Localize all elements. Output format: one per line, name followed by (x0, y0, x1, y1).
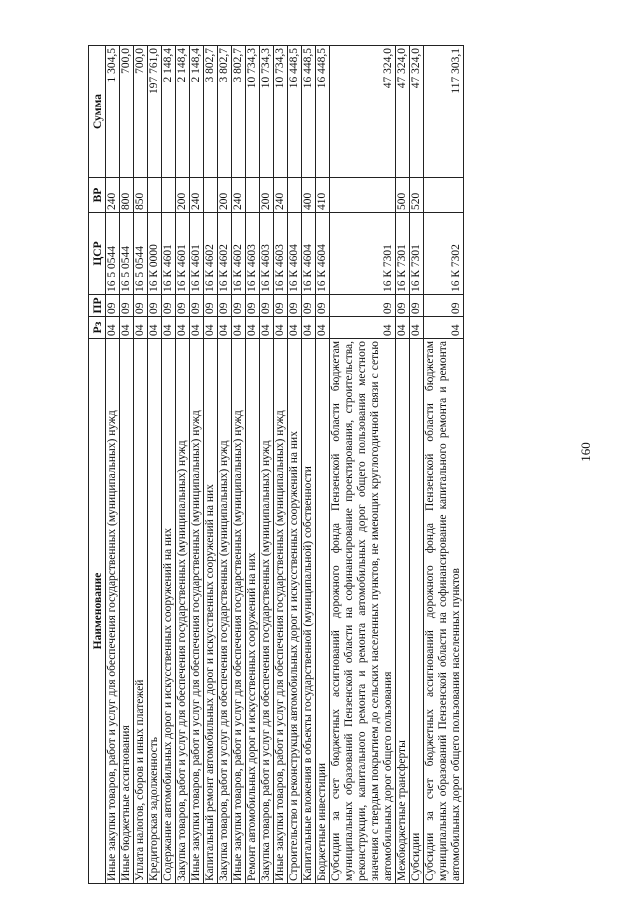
cell-csr: 16 5 0544 (134, 213, 148, 295)
cell-name: Иные бюджетные ассигнования (120, 339, 134, 884)
cell-sum: 3 802,7 (232, 46, 246, 178)
header-name: Наименование (89, 339, 106, 884)
cell-sum: 10 734,3 (246, 46, 260, 178)
cell-name: Строительство и реконструкция автомобильных дорог и искусственных сооружений на них (288, 339, 302, 884)
table-row (232, 46, 246, 884)
cell-rz: 04 (120, 317, 134, 339)
cell-csr: 16 5 0544 (120, 213, 134, 295)
table-row (274, 46, 288, 884)
cell-csr: 16 К 4604 (288, 213, 302, 295)
cell-csr: 16 К 4601 (176, 213, 190, 295)
cell-csr: 16 5 0544 (106, 213, 120, 295)
cell-name: Закупка товаров, работ и услуг для обеспечения государственных (муниципальных) нужд (218, 339, 232, 884)
cell-pr: 09 (232, 295, 246, 317)
cell-name: Закупка товаров, работ и услуг для обеспечения государственных (муниципальных) нужд (176, 339, 190, 884)
cell-vr: 200 (260, 178, 274, 213)
cell-csr: 16 К 4603 (260, 213, 274, 295)
cell-pr: 09 (218, 295, 232, 317)
table-row (330, 46, 396, 884)
cell-vr: 800 (120, 178, 134, 213)
cell-sum: 1 304,5 (106, 46, 120, 178)
cell-pr: 09 (148, 295, 162, 317)
cell-sum: 3 802,7 (218, 46, 232, 178)
cell-pr: 09 (106, 295, 120, 317)
header-vr: ВР (89, 178, 106, 213)
table-row (316, 46, 330, 884)
cell-vr: 850 (134, 178, 148, 213)
cell-vr: 240 (106, 178, 120, 213)
table-row (148, 46, 162, 884)
cell-rz: 04 (396, 317, 410, 339)
cell-rz: 04 (204, 317, 218, 339)
cell-sum: 117 303,1 (424, 46, 464, 178)
table-row (410, 46, 424, 884)
table-row (134, 46, 148, 884)
table-row (424, 46, 464, 884)
cell-name: Капитальные вложения в объекты государственной (муниципальной) собственности (302, 339, 316, 884)
cell-rz: 04 (218, 317, 232, 339)
cell-pr: 09 (316, 295, 330, 317)
cell-vr (246, 178, 260, 213)
cell-pr: 09 (260, 295, 274, 317)
cell-pr: 09 (120, 295, 134, 317)
rotated-table-container (88, 46, 584, 884)
cell-csr: 16 К 4601 (190, 213, 204, 295)
table-row (302, 46, 316, 884)
cell-rz: 04 (302, 317, 316, 339)
cell-pr: 09 (302, 295, 316, 317)
cell-csr: 16 К 7301 (330, 213, 396, 295)
cell-sum: 47 324,0 (330, 46, 396, 178)
cell-vr: 410 (316, 178, 330, 213)
cell-pr: 09 (162, 295, 176, 317)
table-row (218, 46, 232, 884)
cell-csr: 16 К 4604 (302, 213, 316, 295)
cell-rz: 04 (274, 317, 288, 339)
cell-csr: 16 К 4603 (274, 213, 288, 295)
cell-csr: 16 К 4602 (204, 213, 218, 295)
cell-name: Межбюджетные трансферты (396, 339, 410, 884)
cell-name: Кредиторская задолженность (148, 339, 162, 884)
cell-sum: 47 324,0 (396, 46, 410, 178)
page-number: 160 (578, 442, 593, 462)
table-row (288, 46, 302, 884)
cell-name: Иные закупки товаров, работ и услуг для обеспечения государственных (муниципальных) нужд (106, 339, 120, 884)
header-sum: Сумма (89, 46, 106, 178)
cell-vr: 520 (410, 178, 424, 213)
cell-pr: 09 (424, 295, 464, 317)
cell-name: Ремонт автомобильных дорог и искусственных сооружений на них (246, 339, 260, 884)
cell-sum: 2 148,4 (176, 46, 190, 178)
cell-rz: 04 (288, 317, 302, 339)
cell-sum: 197 761,0 (148, 46, 162, 178)
cell-vr (162, 178, 176, 213)
cell-pr: 09 (288, 295, 302, 317)
cell-vr: 400 (302, 178, 316, 213)
cell-vr: 200 (218, 178, 232, 213)
table-row (120, 46, 134, 884)
cell-sum: 16 448,5 (288, 46, 302, 178)
table-row (176, 46, 190, 884)
cell-pr: 09 (134, 295, 148, 317)
cell-sum: 16 448,5 (316, 46, 330, 178)
cell-name: Закупка товаров, работ и услуг для обеспечения государственных (муниципальных) нужд (260, 339, 274, 884)
cell-pr: 09 (410, 295, 424, 317)
cell-sum: 10 734,3 (260, 46, 274, 178)
cell-rz: 04 (316, 317, 330, 339)
table-row (106, 46, 120, 884)
cell-csr: 16 К 7302 (424, 213, 464, 295)
cell-pr: 09 (396, 295, 410, 317)
cell-rz: 04 (410, 317, 424, 339)
cell-name: Иные закупки товаров, работ и услуг для обеспечения государственных (муниципальных) нужд (190, 339, 204, 884)
cell-csr: 16 К 4604 (316, 213, 330, 295)
cell-vr (288, 178, 302, 213)
cell-rz: 04 (148, 317, 162, 339)
cell-vr (424, 178, 464, 213)
cell-pr: 09 (330, 295, 396, 317)
header-csr: ЦСР (89, 213, 106, 295)
table-row (190, 46, 204, 884)
cell-pr: 09 (274, 295, 288, 317)
cell-pr: 09 (176, 295, 190, 317)
header-rz: Рз (89, 317, 106, 339)
table-row (396, 46, 410, 884)
cell-name: Субсидии за счет бюджетных ассигнований дорожного фонда Пензенской области бюджетам муниципальных образований Пензенской области на софинансирование капитального ремонта и ремонта автомобильных дорог общего пользования населенных пунктов (424, 339, 464, 884)
cell-sum: 16 448,5 (302, 46, 316, 178)
cell-name: Иные закупки товаров, работ и услуг для обеспечения государственных (муниципальных) нужд (274, 339, 288, 884)
cell-sum: 10 734,3 (274, 46, 288, 178)
cell-csr: 16 К 4602 (232, 213, 246, 295)
cell-name: Субсидии за счет бюджетных ассигнований дорожного фонда Пензенской области бюджетам муниципальных образований Пензенской области на софинансирование проектирования, строительства, реконструкции, капитального ремонта и ремонта автомобильных дорог общего пользования местного значения с твердым покрытием до сельских населенных пунктов, не имеющих круглогодичной связи с сетью автомобильных дорог общего пользования (330, 339, 396, 884)
cell-vr: 240 (274, 178, 288, 213)
cell-name: Иные закупки товаров, работ и услуг для обеспечения государственных (муниципальных) нужд (232, 339, 246, 884)
cell-csr: 16 К 4601 (162, 213, 176, 295)
cell-rz: 04 (424, 317, 464, 339)
cell-csr: 16 К 7301 (396, 213, 410, 295)
cell-rz: 04 (106, 317, 120, 339)
cell-csr: 16 К 0000 (148, 213, 162, 295)
cell-rz: 04 (330, 317, 396, 339)
cell-vr: 240 (190, 178, 204, 213)
rotated-table-wrapper (88, 46, 584, 884)
cell-rz: 04 (260, 317, 274, 339)
cell-csr: 16 К 7301 (410, 213, 424, 295)
cell-rz: 04 (176, 317, 190, 339)
header-pr: ПР (89, 295, 106, 317)
cell-name: Содержание автомобильных дорог и искусственных сооружений на них (162, 339, 176, 884)
table-row (260, 46, 274, 884)
cell-name: Бюджетные инвестиции (316, 339, 330, 884)
cell-pr: 09 (190, 295, 204, 317)
cell-rz: 04 (190, 317, 204, 339)
cell-pr: 09 (204, 295, 218, 317)
cell-sum: 700,0 (120, 46, 134, 178)
budget-table (88, 45, 464, 884)
table-row (204, 46, 218, 884)
table-row (162, 46, 176, 884)
cell-name: Уплата налогов, сборов и иных платежей (134, 339, 148, 884)
cell-csr: 16 К 4602 (218, 213, 232, 295)
cell-name: Субсидии (410, 339, 424, 884)
cell-rz: 04 (162, 317, 176, 339)
cell-pr: 09 (246, 295, 260, 317)
cell-rz: 04 (246, 317, 260, 339)
cell-csr: 16 К 4603 (246, 213, 260, 295)
cell-rz: 04 (232, 317, 246, 339)
cell-sum: 2 148,4 (190, 46, 204, 178)
cell-name: Капитальный ремонт автомобильных дорог и искусственных сооружений на них (204, 339, 218, 884)
cell-sum: 47 324,0 (410, 46, 424, 178)
cell-rz: 04 (134, 317, 148, 339)
cell-sum: 3 802,7 (204, 46, 218, 178)
table-row (246, 46, 260, 884)
cell-vr (148, 178, 162, 213)
cell-vr (204, 178, 218, 213)
cell-sum: 700,0 (134, 46, 148, 178)
cell-vr: 200 (176, 178, 190, 213)
cell-vr: 240 (232, 178, 246, 213)
cell-sum: 2 148,4 (162, 46, 176, 178)
cell-vr (330, 178, 396, 213)
cell-vr: 500 (396, 178, 410, 213)
table-header-row (89, 46, 106, 884)
